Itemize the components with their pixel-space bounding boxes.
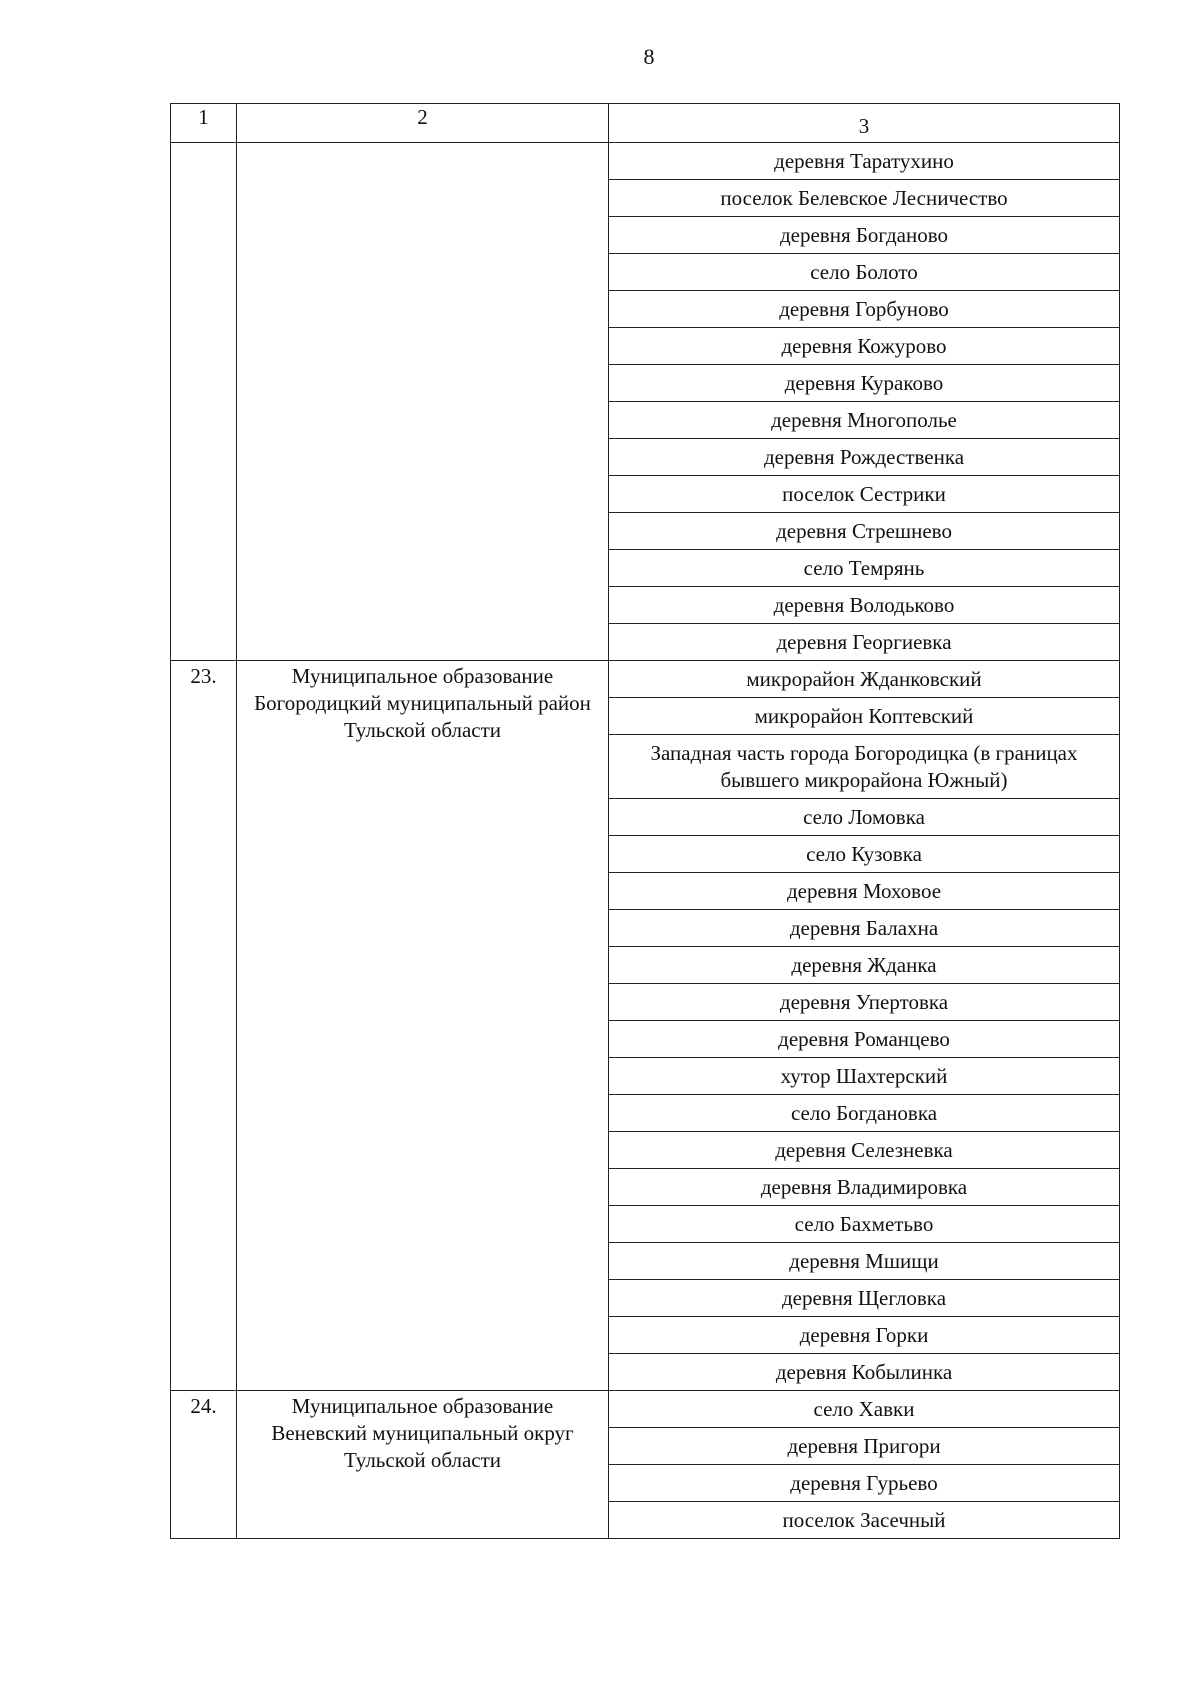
- header-col-2: 2: [237, 104, 609, 143]
- locality-cell: деревня Многополье: [609, 402, 1120, 439]
- row-number: 23.: [171, 661, 237, 1391]
- locality-cell: микрорайон Жданковский: [609, 661, 1120, 698]
- header-col-3: 3: [609, 104, 1120, 143]
- row-number: 24.: [171, 1391, 237, 1539]
- locality-cell: деревня Кураково: [609, 365, 1120, 402]
- locality-cell: село Богдановка: [609, 1095, 1120, 1132]
- locality-cell: поселок Белевское Лесничество: [609, 180, 1120, 217]
- locality-cell: деревня Горбуново: [609, 291, 1120, 328]
- table-row: [171, 143, 1120, 180]
- header-col-1: 1: [171, 104, 237, 143]
- table-row: [171, 661, 1120, 698]
- locality-cell: село Темрянь: [609, 550, 1120, 587]
- municipality-name: [237, 143, 609, 661]
- locality-cell: село Хавки: [609, 1391, 1120, 1428]
- locality-cell: поселок Засечный: [609, 1502, 1120, 1539]
- locality-cell: деревня Таратухино: [609, 143, 1120, 180]
- table-row: [171, 1391, 1120, 1428]
- locality-cell: деревня Рождественка: [609, 439, 1120, 476]
- locality-cell: деревня Кожурово: [609, 328, 1120, 365]
- locality-cell: деревня Богданово: [609, 217, 1120, 254]
- municipality-name: Муниципальное образование Богородицкий муниципальный район Тульской области: [237, 661, 609, 1391]
- locality-cell: деревня Горки: [609, 1317, 1120, 1354]
- locality-cell: деревня Щегловка: [609, 1280, 1120, 1317]
- locality-cell: микрорайон Коптевский: [609, 698, 1120, 735]
- settlements-table: [170, 103, 1120, 1539]
- locality-cell: деревня Моховое: [609, 873, 1120, 910]
- locality-cell: деревня Романцево: [609, 1021, 1120, 1058]
- page-number: 8: [643, 44, 655, 69]
- locality-cell: село Болото: [609, 254, 1120, 291]
- locality-cell: деревня Гурьево: [609, 1465, 1120, 1502]
- locality-cell: деревня Селезневка: [609, 1132, 1120, 1169]
- locality-cell: село Бахметьво: [609, 1206, 1120, 1243]
- locality-cell: деревня Володьково: [609, 587, 1120, 624]
- locality-cell: деревня Стрешнево: [609, 513, 1120, 550]
- locality-cell: деревня Георгиевка: [609, 624, 1120, 661]
- locality-cell: деревня Упертовка: [609, 984, 1120, 1021]
- row-number: [171, 143, 237, 661]
- locality-cell: деревня Владимировка: [609, 1169, 1120, 1206]
- locality-cell: Западная часть города Богородицка (в границах бывшего микрорайона Южный): [609, 735, 1120, 799]
- locality-cell: село Кузовка: [609, 836, 1120, 873]
- locality-cell: село Ломовка: [609, 799, 1120, 836]
- header-row: [171, 104, 1120, 143]
- locality-cell: поселок Сестрики: [609, 476, 1120, 513]
- municipality-name: Муниципальное образование Веневский муниципальный округ Тульской области: [237, 1391, 609, 1539]
- locality-cell: деревня Мшищи: [609, 1243, 1120, 1280]
- locality-cell: хутор Шахтерский: [609, 1058, 1120, 1095]
- locality-cell: деревня Жданка: [609, 947, 1120, 984]
- locality-cell: деревня Балахна: [609, 910, 1120, 947]
- locality-cell: деревня Кобылинка: [609, 1354, 1120, 1391]
- locality-cell: деревня Пригори: [609, 1428, 1120, 1465]
